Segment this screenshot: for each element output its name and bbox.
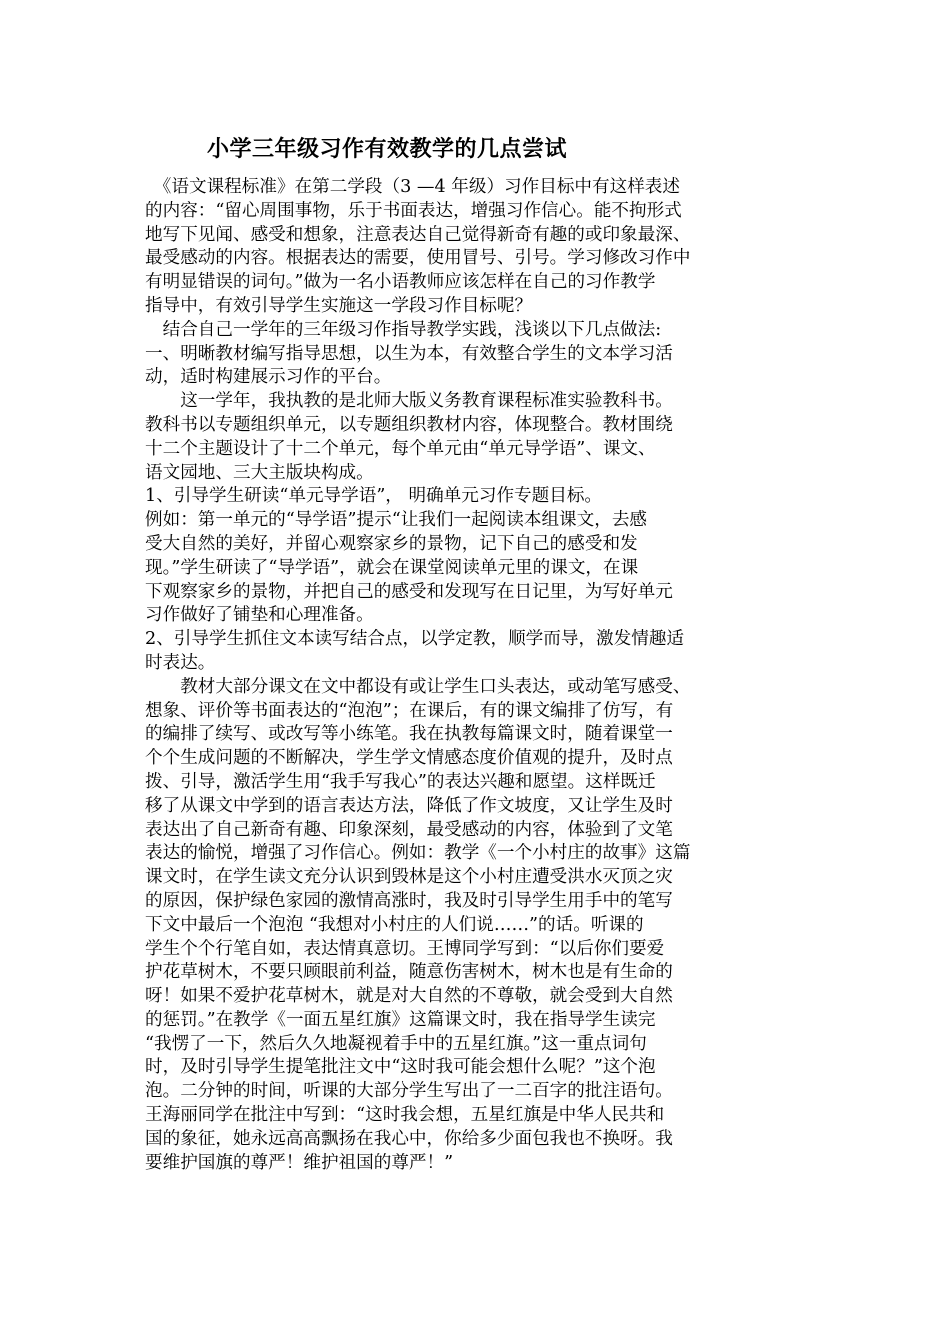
body-line: 护花草树木，不要只顾眼前利益，随意伤害树木，树木也是有生命的 <box>145 962 673 983</box>
body-line: 的惩罚。”在教学《一面五星红旗》这篇课文时，我在指导学生读完 <box>145 1009 656 1030</box>
body-line: 习作做好了铺垫和心理准备。 <box>145 605 374 626</box>
body-line: 时表达。 <box>145 652 216 673</box>
document-title: 小学三年级习作有效教学的几点尝试 <box>207 136 568 162</box>
body-line: 2、引导学生抓住文本读写结合点，以学定教，顺学而导，激发情趣适 <box>145 629 685 650</box>
body-line: 最受感动的内容。根据表达的需要，使用冒号、引号。学习修改习作中 <box>145 248 691 269</box>
body-line: 下文中最后一个泡泡 “我想对小村庄的人们说……”的话。听课的 <box>145 914 644 935</box>
body-line: 的原因，保护绿色家园的激情高涨时，我及时引导学生用手中的笔写 <box>145 890 673 911</box>
body-line: 课文时，在学生读文充分认识到毁林是这个小村庄遭受洪水灭顶之灾 <box>145 867 673 888</box>
body-line: 的编排了续写、或改写等小练笔。我在执教每篇课文时，随着课堂一 <box>145 724 673 745</box>
body-line: 泡。二分钟的时间，听课的大部分学生写出了一二百字的批注语句。 <box>145 1081 673 1102</box>
body-line: 指导中，有效引导学生实施这一学段习作目标呢？ <box>145 295 533 316</box>
body-line: 这一学年，我执教的是北师大版义务教育课程标准实验教科书。 <box>145 391 673 412</box>
body-line: 个个生成问题的不断解决，学生学文情感态度价值观的提升，及时点 <box>145 748 673 769</box>
body-line: 受大自然的美好，并留心观察家乡的景物，记下自己的感受和发 <box>145 533 638 554</box>
body-line: 的内容：“留心周围事物，乐于书面表达，增强习作信心。能不拘形式 <box>145 200 682 221</box>
document-body <box>145 176 821 1175</box>
body-line: 表达出了自己新奇有趣、印象深刻，最受感动的内容，体验到了文笔 <box>145 819 673 840</box>
body-line: 现。”学生研读了“导学语”，就会在课堂阅读单元里的课文，在课 <box>145 557 639 578</box>
body-line: 国的象征，她永远高高飘扬在我心中，你给多少面包我也不换呀。我 <box>145 1128 673 1149</box>
body-line: 学生个个行笔自如，表达情真意切。王博同学写到：“以后你们要爱 <box>145 938 665 959</box>
body-line: 拨、引导，激活学生用“我手写我心”的表达兴趣和愿望。这样既迁 <box>145 771 656 792</box>
body-line: 下观察家乡的景物，并把自己的感受和发现写在日记里，为写好单元 <box>145 581 673 602</box>
body-line: 要维护国旗的尊严！维护祖国的尊严！” <box>145 1152 454 1173</box>
body-line: 王海丽同学在批注中写到：“这时我会想，五星红旗是中华人民共和 <box>145 1105 665 1126</box>
body-line: 地写下见闻、感受和想象，注意表达自己觉得新奇有趣的或印象最深、 <box>145 224 691 245</box>
body-line: 语文园地、三大主版块构成。 <box>145 462 374 483</box>
body-line: 有明显错误的词句。”做为一名小语教师应该怎样在自己的习作教学 <box>145 272 656 293</box>
body-line: 移了从课文中学到的语言表达方法，降低了作文坡度，又让学生及时 <box>145 795 673 816</box>
body-line: 例如：第一单元的“导学语”提示“让我们一起阅读本组课文，去感 <box>145 510 648 531</box>
body-line: 1、引导学生研读“单元导学语”， 明确单元习作专题目标。 <box>145 486 603 507</box>
body-line: 教材大部分课文在文中都设有或让学生口头表达，或动笔写感受、 <box>145 676 691 697</box>
body-line: 呀！如果不爱护花草树木，就是对大自然的不尊敬，就会受到大自然 <box>145 986 673 1007</box>
body-line: 想象、评价等书面表达的“泡泡”；在课后，有的课文编排了仿写，有 <box>145 700 674 721</box>
body-line: 教科书以专题组织单元，以专题组织教材内容，体现整合。教材围绕 <box>145 414 673 435</box>
body-line: 时，及时引导学生提笔批注文中“这时我可能会想什么呢？”这个泡 <box>145 1057 656 1078</box>
body-line: 结合自己一学年的三年级习作指导教学实践，浅谈以下几点做法: <box>145 319 662 340</box>
body-line: 十二个主题设计了十二个单元，每个单元由“单元导学语”、课文、 <box>145 438 656 459</box>
body-line: 表达的愉悦，增强了习作信心。例如：教学《一个小村庄的故事》这篇 <box>145 843 691 864</box>
body-line: 一、明晰教材编写指导思想，以生为本，有效整合学生的文本学习活 <box>145 343 673 364</box>
body-line: 动，适时构建展示习作的平台。 <box>145 367 392 388</box>
body-line: “我愣了一下，然后久久地凝视着手中的五星红旗。”这一重点词句 <box>145 1033 647 1054</box>
body-line: 《语文课程标准》在第二学段（3 —4 年级）习作目标中有这样表述 <box>145 177 680 197</box>
